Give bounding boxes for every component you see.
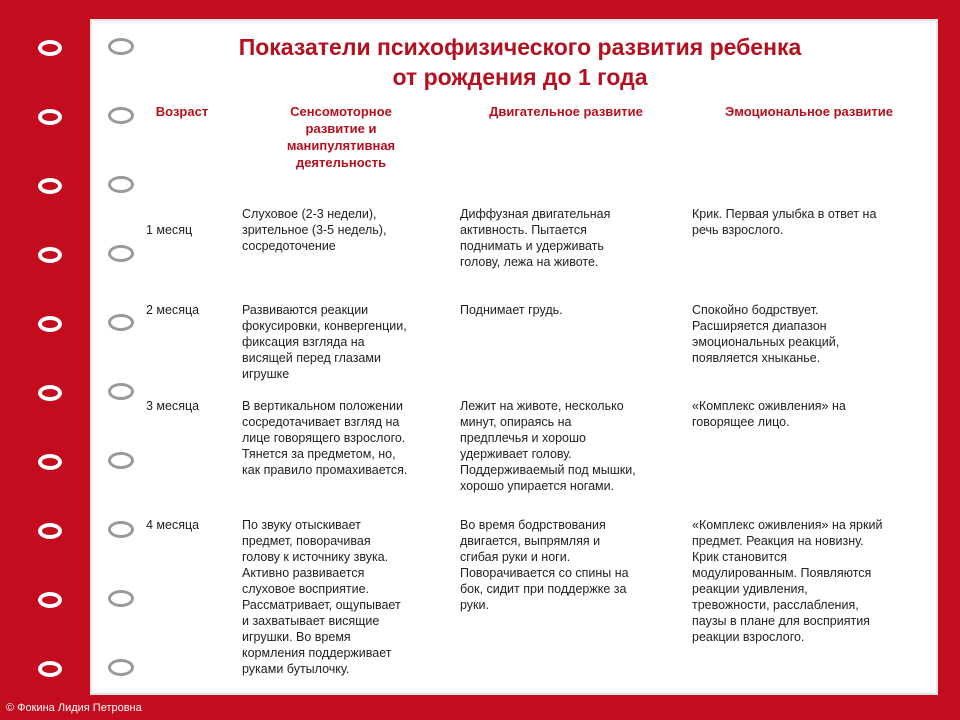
- binder-hole-icon: [108, 176, 134, 193]
- cell-emotional-3: «Комплекс оживления» на говорящее лицо.: [692, 399, 846, 429]
- binder-ring-icon: [38, 178, 62, 194]
- binder-ring-icon: [38, 454, 62, 470]
- cell-motor-3: Лежит на животе, несколько минут, опираясь на предплечья и хорошо удерживает голову. Поддерживаемый под мышки, хорошо упирается ногами.: [460, 399, 636, 493]
- page-title: [100, 32, 940, 92]
- title-line-2: от рождения до 1 года: [392, 64, 648, 90]
- cell-sensorimotor-3: В вертикальном положении сосредотачивает взгляд на лице говорящего взрослого. Тянется за предметом, но, как правило промахивается.: [242, 399, 408, 477]
- cell-motor-1: Диффузная двигательная активность. Пытается поднимать и удерживать голову, лежа на животе.: [460, 207, 611, 269]
- cell-age-1: 1 месяц: [146, 223, 193, 237]
- binder-ring-icon: [38, 247, 62, 263]
- cell-sensorimotor-2: Развиваются реакции фокусировки, конвергенции, фиксация взгляда на висящей перед глазами игрушке: [242, 303, 407, 381]
- binder-hole-icon: [108, 452, 134, 469]
- copyright-footer: © Фокина Лидия Петровна: [6, 702, 142, 714]
- binder-hole-icon: [108, 521, 134, 538]
- cell-emotional-1: Крик. Первая улыбка в ответ на речь взрослого.: [692, 207, 877, 237]
- cell-sensorimotor-1: Слуховое (2-3 недели), зрительное (3-5 недель), сосредоточение: [242, 207, 387, 253]
- cell-emotional-4: «Комплекс оживления» на яркий предмет. Реакция на новизну. Крик становится модулированным. Появляются реакции удивления, тревожности, расслабления, паузы в плане для восприятия реакции взрослого.: [692, 518, 883, 644]
- binder-hole-icon: [108, 245, 134, 262]
- binder-hole-icon: [108, 659, 134, 676]
- binder-ring-icon: [38, 385, 62, 401]
- cell-motor-2: Поднимает грудь.: [460, 303, 563, 317]
- binder-ring-icon: [38, 523, 62, 539]
- binder-ring-icon: [38, 40, 62, 56]
- cell-age-3: 3 месяца: [146, 399, 200, 413]
- cell-sensorimotor-4: По звуку отыскивает предмет, поворачивая голову к источнику звука. Активно развивается слуховое восприятие. Рассматривает, ощупывает и захватывает висящие игрушки. Во время кормления поддерживает руками бутылочку.: [242, 518, 401, 676]
- binder-hole-icon: [108, 107, 134, 124]
- header-age: Возраст: [155, 104, 209, 119]
- binder-ring-icon: [38, 316, 62, 332]
- title-line-1: Показатели психофизического развития ребенка: [238, 34, 802, 60]
- binder-hole-icon: [108, 314, 134, 331]
- header-motor: Двигательное развитие: [489, 104, 643, 119]
- binder-ring-icon: [38, 109, 62, 125]
- cell-motor-4: Во время бодрствования двигается, выпрямляя и сгибая руки и ноги. Поворачивается со спины на бок, сидит при поддержке за руки.: [460, 518, 629, 612]
- cell-age-2: 2 месяца: [146, 303, 200, 317]
- binder-hole-icon: [108, 383, 134, 400]
- binder-ring-icon: [38, 592, 62, 608]
- header-sensorimotor: Сенсомоторное развитие и манипулятивная деятельность: [286, 104, 396, 170]
- binder-hole-icon: [108, 590, 134, 607]
- cell-emotional-2: Спокойно бодрствует. Расширяется диапазон эмоциональных реакций, появляется хныканье.: [692, 303, 840, 365]
- header-emotional: Эмоциональное развитие: [725, 104, 893, 119]
- binder-ring-icon: [38, 661, 62, 677]
- cell-age-4: 4 месяца: [146, 518, 200, 532]
